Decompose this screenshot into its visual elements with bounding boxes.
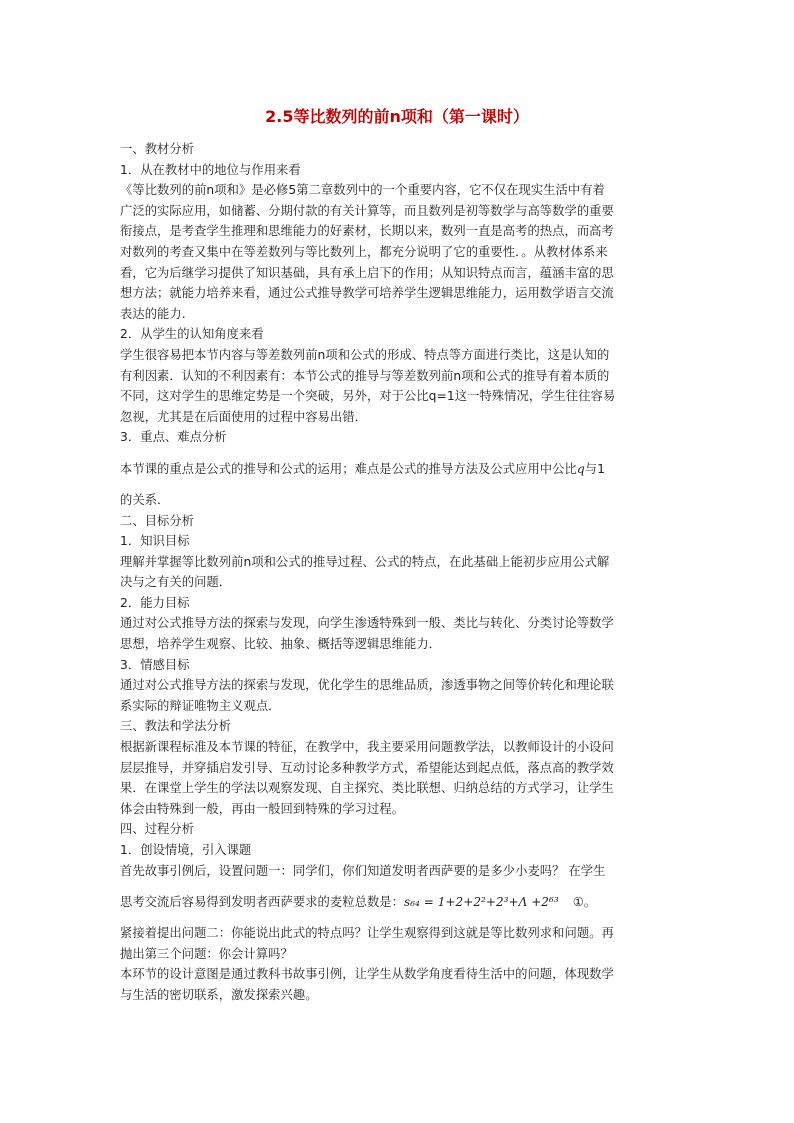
paragraph-line: 紧接着提出问题二：你能说出此式的特点吗？让学生观察得到这就是等比数列求和问题。再 [120, 926, 614, 941]
text-segment: 思考交流后容易得到发明者西萨要求的麦粒总数是： [120, 895, 404, 910]
paragraph-line: 表达的能力. [120, 306, 186, 321]
paragraph-line: 衔接点，是考查学生推理和思维能力的好素材，长期以来，数列一直是高考的热点，而高考 [120, 224, 614, 239]
paragraph-line: 思想，培养学生观察、比较、抽象、概括等逻辑思维能力． [120, 637, 442, 652]
section-heading: 三、教法和学法分析 [120, 719, 232, 734]
paragraph-line: 不同，这对学生的思维定势是一个突破，另外，对于公比q=1这一特殊情况，学生往往容易 [120, 389, 616, 404]
paragraph-line: 决与之有关的问题． [120, 575, 232, 590]
paragraph-line: 本环节的设计意图是通过教科书故事引例，让学生从数学角度看待生活中的问题，体现数学 [120, 967, 614, 982]
subsection-heading: 1．创设情境，引入课题 [120, 843, 252, 857]
paragraph-line: 对数列的考查又集中在等差数列与等比数列上，都充分说明了它的重要性．。从教材体系来 [120, 244, 608, 259]
paragraph-line: 层层推导，并穿插启发引导、互动讨论多种教学方式，希望能达到起点低，落点高的教学效 [120, 760, 614, 775]
paragraph-line: 与生活的密切联系，激发探索兴趣。 [120, 987, 318, 1002]
subsection-heading: 3．情感目标 [120, 657, 190, 672]
sum-equation: s₆₄ = 1+2+2²+2³+Λ +2⁶³ [403, 895, 559, 910]
paragraph-line: 广泛的实际应用，如储蓄、分期付款的有关计算等，而且数列是初等数学与高等数学的重要 [120, 203, 614, 218]
paragraph-line: 系实际的辩证唯物主义观点． [120, 698, 281, 713]
subsection-heading: 1．知识目标 [120, 534, 190, 549]
subsection-heading: 2．能力目标 [120, 595, 190, 610]
paragraph-line: 看，它为后继学习提供了知识基础，具有承上启下的作用；从知识特点而言，蕴涵丰富的思 [120, 265, 614, 280]
paragraph-line: 理解并掌握等比数列前n项和公式的推导过程、公式的特点，在此基础上能初步应用公式解 [120, 554, 610, 569]
paragraph-line: 忽视，尤其是在后面使用的过程中容易出错． [120, 409, 367, 424]
paragraph-line: 根据新课程标准及本节课的特征，在教学中，我主要采用问题教学法，以教师设计的小设问 [120, 740, 614, 755]
text-segment: 与1 [584, 461, 605, 476]
paragraph-line [120, 881, 680, 923]
paragraph-line [120, 448, 680, 490]
subsection-heading: 3．重点、难点分析 [120, 430, 227, 445]
paragraph-line: 果．在课堂上学生的学法以观察发现、自主探究、类比联想、归纳总结的方式学习，让学生 [120, 781, 614, 796]
paragraph-line: 抛出第三个问题：你会计算吗？ [120, 946, 293, 961]
text-segment: 本节课的重点是公式的推导和公式的运用；难点是公式的推导方法及公式应用中公比 [120, 461, 577, 476]
equation-number: ①。 [572, 895, 597, 910]
paragraph-line: 学生很容易把本节内容与等差数列前n项和公式的形成、特点等方面进行类比，这是认知的 [120, 347, 610, 362]
paragraph-line: 体会由特殊到一般，再由一般回到特殊的学习过程。 [120, 801, 404, 816]
paragraph-line: 通过对公式推导方法的探索与发现，向学生渗透特殊到一般、类比与转化、分类讨论等数学 [120, 616, 614, 631]
paragraph-line: 想方法；就能力培养来看，通过公式推导教学可培养学生逻辑思维能力，运用数学语言交流 [120, 286, 614, 301]
page-title: 2.5等比数列的前n项和（第一课时） [265, 107, 529, 126]
section-heading: 二、目标分析 [120, 513, 195, 528]
paragraph-line: 有利因素．认知的不利因素有：本节公式的推导与等差数列前n项和公式的推导有着本质的 [120, 368, 610, 383]
subsection-heading: 2．从学生的认知角度来看 [120, 327, 264, 342]
document-body [120, 139, 680, 1006]
section-heading: 一、教材分析 [120, 142, 195, 156]
paragraph-line: 通过对公式推导方法的探索与发现，优化学生的思维品质，渗透事物之间等价转化和理论联 [120, 678, 614, 693]
paragraph-line: 的关系． [120, 492, 170, 507]
paragraph-line: 首先故事引例后，设置问题一：同学们，你们知道发明者西萨要的是多少小麦吗？ 在学生 [120, 863, 606, 878]
section-heading: 四、过程分析 [120, 822, 195, 837]
paragraph-line: 《等比数列的前n项和》是必修5第二章数列中的一个重要内容，它不仅在现实生活中有着 [120, 183, 605, 198]
subsection-heading: 1．从在教材中的地位与作用来看 [120, 162, 301, 177]
variable-q: q [576, 461, 585, 476]
